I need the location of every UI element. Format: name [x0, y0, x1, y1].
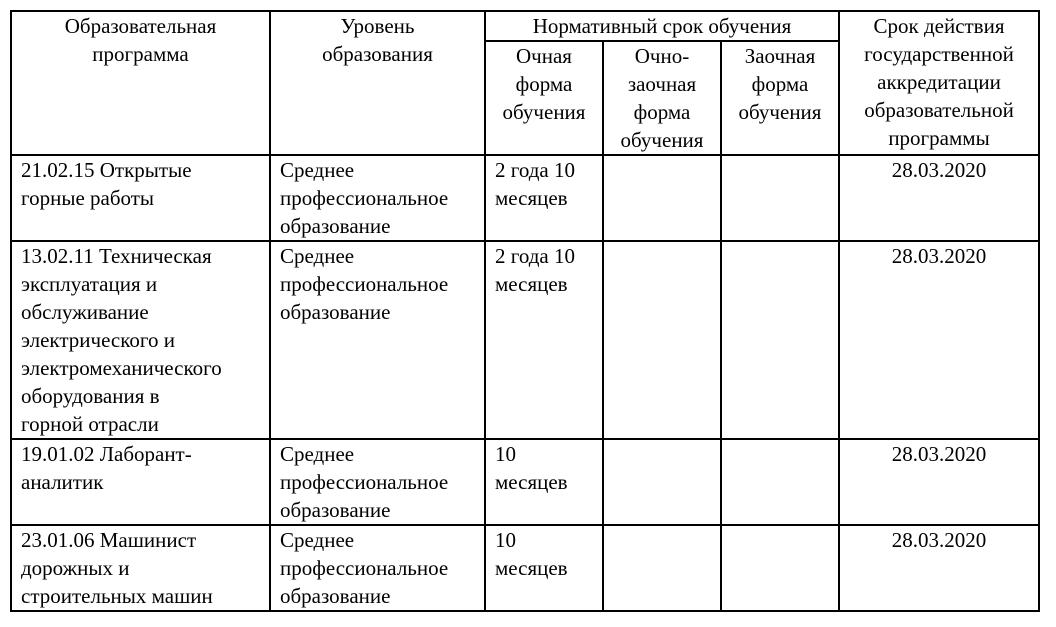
table-row: [11, 241, 1039, 439]
table-row: [11, 439, 1039, 525]
full-time-cell: 2 года 10 месяцев: [485, 241, 603, 439]
accreditation-cell: 28.03.2020: [839, 241, 1039, 439]
header-duration-group: Нормативный срок обучения: [485, 11, 839, 41]
extramural-cell: [721, 439, 839, 525]
program-cell: 21.02.15 Открытые горные работы: [11, 155, 270, 241]
full-time-cell: 10 месяцев: [485, 439, 603, 525]
accreditation-table: [10, 10, 1040, 612]
program-cell: 13.02.11 Техническая эксплуатация и обслуживание электрического и электромеханического оборудования в горной отрасли: [11, 241, 270, 439]
part-time-cell: [603, 439, 721, 525]
level-cell: Среднее профессиональное образование: [270, 155, 485, 241]
program-cell: 23.01.06 Машинист дорожных и строительных машин: [11, 525, 270, 611]
full-time-cell: 2 года 10 месяцев: [485, 155, 603, 241]
table-row: [11, 155, 1039, 241]
header-part-time: Очно- заочная форма обучения: [603, 41, 721, 155]
level-cell: Среднее профессиональное образование: [270, 525, 485, 611]
accreditation-cell: 28.03.2020: [839, 525, 1039, 611]
program-cell: 19.01.02 Лаборант- аналитик: [11, 439, 270, 525]
full-time-cell: 10 месяцев: [485, 525, 603, 611]
extramural-cell: [721, 241, 839, 439]
part-time-cell: [603, 241, 721, 439]
level-cell: Среднее профессиональное образование: [270, 241, 485, 439]
header-level: Уровень образования: [270, 11, 485, 155]
level-cell: Среднее профессиональное образование: [270, 439, 485, 525]
accreditation-cell: 28.03.2020: [839, 155, 1039, 241]
table-row: [11, 525, 1039, 611]
header-program: Образовательная программа: [11, 11, 270, 155]
header-extramural: Заочная форма обучения: [721, 41, 839, 155]
extramural-cell: [721, 525, 839, 611]
part-time-cell: [603, 525, 721, 611]
header-full-time: Очная форма обучения: [485, 41, 603, 155]
header-accreditation: Срок действия государственной аккредитации образовательной программы: [839, 11, 1039, 155]
part-time-cell: [603, 155, 721, 241]
extramural-cell: [721, 155, 839, 241]
accreditation-cell: 28.03.2020: [839, 439, 1039, 525]
